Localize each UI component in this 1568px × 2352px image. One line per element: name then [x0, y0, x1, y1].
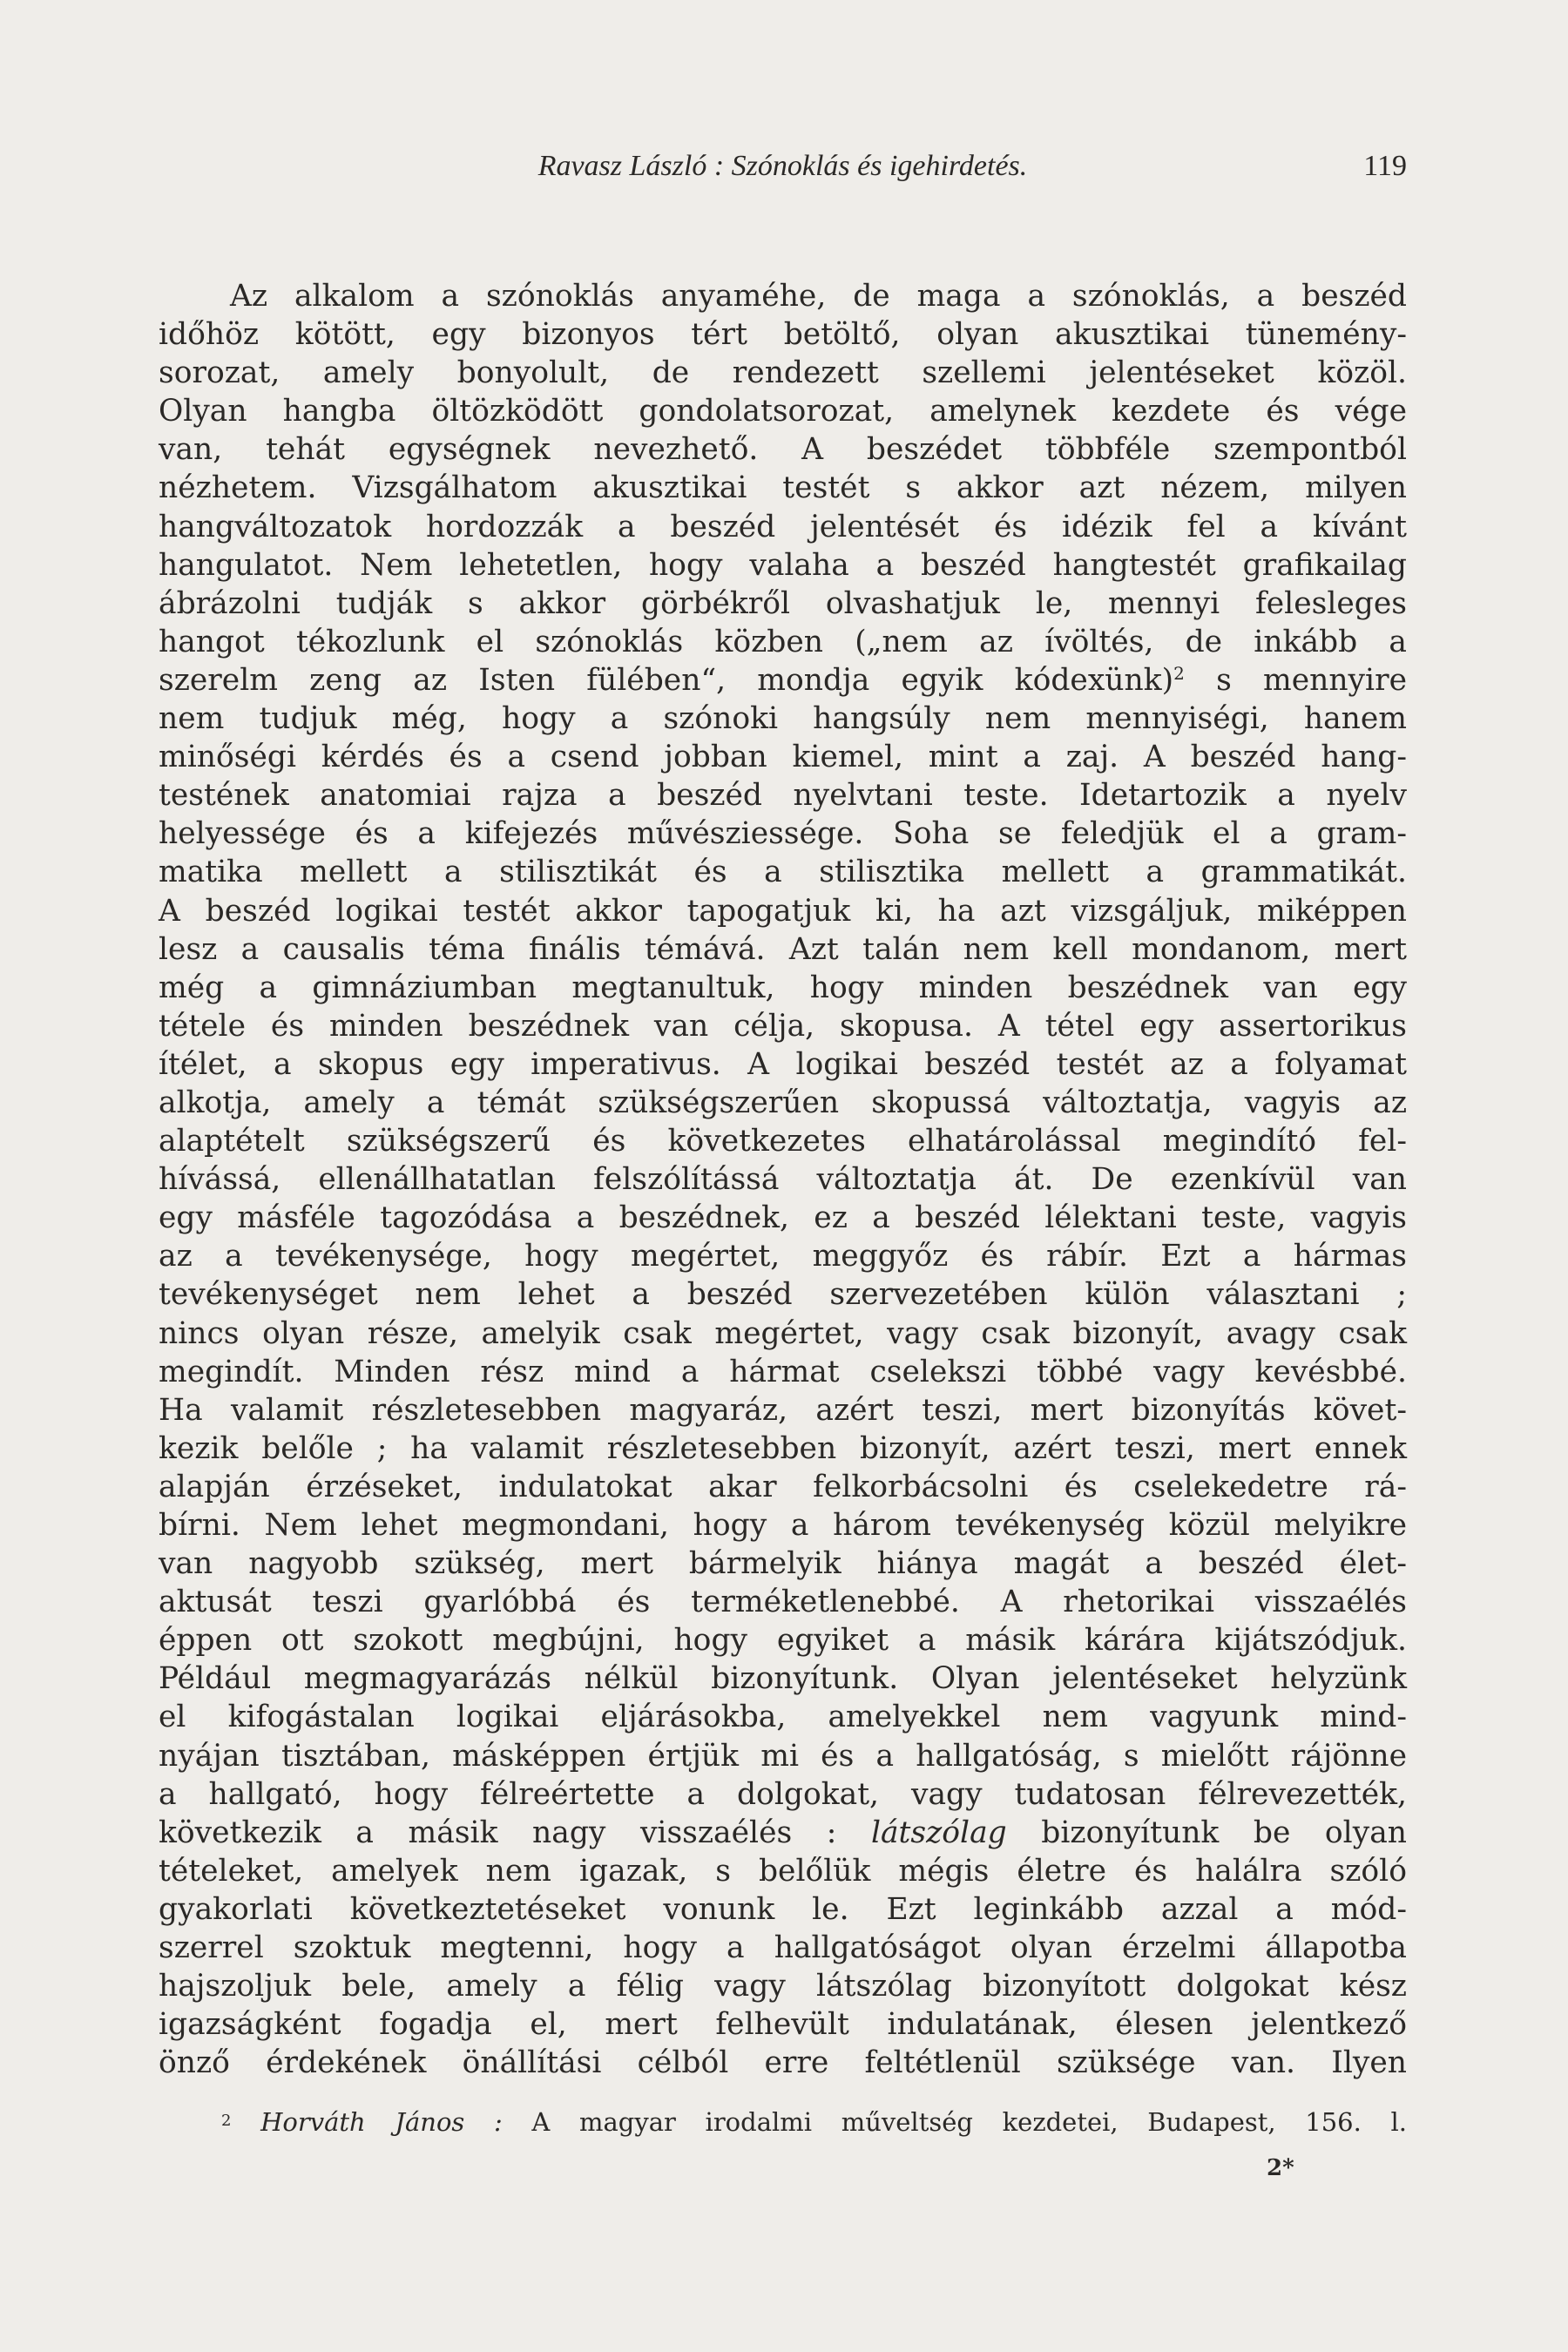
text-line: aktusát teszi gyarlóbbá és terméketlenebbé. A rhetorikai visszaélés [159, 1585, 1407, 1620]
footnote [159, 2105, 1407, 2144]
text-line: tevékenységet nem lehet a beszéd szervezetében külön választani ; [159, 1277, 1407, 1313]
text-line: van nagyobb szükség, mert bármelyik hiánya magát a beszéd élet- [159, 1546, 1407, 1582]
text-line: sorozat, amely bonyolult, de rendezett szellemi jelentéseket közöl. [159, 355, 1407, 391]
text-line: alapján érzéseket, indulatokat akar felkorbácsolni és cselekedetre rá- [159, 1469, 1407, 1504]
text-line-segment: következik a másik nagy visszaélés : [159, 1815, 837, 1850]
text-line: az a tevékenysége, hogy megértet, meggyőz és rábír. Ezt a hármas [159, 1239, 1407, 1274]
footnote-marker: 2 [221, 2112, 232, 2130]
text-line: egy másféle tagozódása a beszédnek, ez a beszéd lélektani teste, vagyis [159, 1200, 1407, 1236]
text-line: Az alkalom a szónoklás anyaméhe, de maga a szónoklás, a beszéd [230, 279, 1407, 314]
text-line: alkotja, amely a témát szükségszerűen skopussá változtatja, vagyis az [159, 1085, 1407, 1120]
text-line: hívássá, ellenállhatatlan felszólítássá változtatja át. De ezenkívül van [159, 1162, 1407, 1198]
text-line: nem tudjuk még, hogy a szónoki hangsúly nem mennyiségi, hanem [159, 701, 1407, 737]
text-line: minőségi kérdés és a csend jobban kiemel, mint a zaj. A beszéd hang- [159, 740, 1407, 775]
text-line: kezik belőle ; ha valamit részletesebben bizonyít, azért teszi, mert ennek [159, 1430, 1407, 1466]
text-line: lesz a causalis téma finális témává. Azt talán nem kell mondanom, mert [159, 931, 1407, 967]
text-line: szerrel szoktuk megtenni, hogy a hallgatóságot olyan érzelmi állapotba [159, 1930, 1407, 1966]
text-line: gyakorlati következtetéseket vonunk le. Ezt leginkább azzal a mód- [159, 1891, 1407, 1927]
text-line [159, 661, 1407, 700]
text-line: önző érdekének önállítási célból erre feltétlenül szüksége van. Ilyen [159, 2045, 1407, 2081]
running-title: Ravasz László : Szónoklás és igehirdetés. [537, 150, 1028, 182]
footnote-text: A magyar irodalmi műveltség kezdetei, Budapest, 156. l. [502, 2107, 1407, 2137]
text-line: hajszoljuk bele, amely a félig vagy látszólag bizonyított dolgokat kész [159, 1969, 1407, 2004]
text-line: helyessége és a kifejezés művésziessége. Soha se feledjük el a gram- [159, 816, 1407, 852]
text-line: nincs olyan része, amelyik csak megértet, vagy csak bizonyít, avagy csak [159, 1315, 1407, 1351]
running-header [159, 150, 1407, 188]
text-line: matika mellett a stilisztikát és a stilisztika mellett a grammatikát. [159, 855, 1407, 890]
text-line: el kifogástalan logikai eljárásokba, amelyekkel nem vagyunk mind- [159, 1700, 1407, 1735]
text-line: ábrázolni tudják s akkor görbékről olvashatjuk le, mennyi felesleges [159, 585, 1407, 621]
text-line: ítélet, a skopus egy imperativus. A logikai beszéd testét az a folyamat [159, 1046, 1407, 1082]
text-line: igazságként fogadja el, mert felhevült indulatának, élesen jelentkező [159, 2007, 1407, 2043]
body-paragraph [159, 277, 1407, 2082]
text-line: Ha valamit részletesebben magyaráz, azért teszi, mert bizonyítás követ- [159, 1392, 1407, 1428]
text-line: bírni. Nem lehet megmondani, hogy a három tevékenység közül melyikre [159, 1508, 1407, 1543]
text-line: hangulatot. Nem lehetetlen, hogy valaha a beszéd hangtestét grafikailag [159, 547, 1407, 583]
footnote-author: Horváth János : [260, 2107, 503, 2137]
text-line: még a gimnáziumban megtanultuk, hogy minden beszédnek van egy [159, 970, 1407, 1005]
text-line: A beszéd logikai testét akkor tapogatjuk ki, ha azt vizsgáljuk, miképpen [159, 893, 1407, 929]
text-line: testének anatomiai rajza a beszéd nyelvtani teste. Idetartozik a nyelv [159, 778, 1407, 814]
footnote-reference: 2 [1173, 662, 1185, 684]
text-line: hangváltozatok hordozzák a beszéd jelentését és idézik fel a kívánt [159, 509, 1407, 544]
text-line [159, 1814, 1407, 1852]
page-number: 119 [1363, 150, 1407, 182]
text-line-segment: s mennyire [1184, 662, 1407, 698]
text-line: időhöz kötött, egy bizonyos tért betöltő, olyan akusztikai tünemény- [159, 317, 1407, 353]
text-line: éppen ott szokott megbújni, hogy egyiket a másik kárára kijátszódjuk. [159, 1623, 1407, 1659]
text-line-segment: bizonyítunk be olyan [1006, 1815, 1407, 1850]
text-line: a hallgató, hogy félreértette a dolgokat, vagy tudatosan félrevezették, [159, 1776, 1407, 1812]
text-line: nyájan tisztában, másképpen értjük mi és a hallgatóság, s mielőtt rájönne [159, 1738, 1407, 1774]
text-line: alaptételt szükségszerű és következetes elhatárolással megindító fel- [159, 1124, 1407, 1159]
text-line: Például megmagyarázás nélkül bizonyítunk. Olyan jelentéseket helyzünk [159, 1661, 1407, 1697]
emphasized-word: látszólag [870, 1815, 1007, 1850]
text-line: hangot tékozlunk el szónoklás közben („nem az ívöltés, de inkább a [159, 624, 1407, 659]
text-line-segment: szerelm zeng az Isten fülében“, mondja egyik kódexünk) [159, 662, 1174, 698]
text-line: nézhetem. Vizsgálhatom akusztikai testét s akkor azt nézem, milyen [159, 470, 1407, 506]
text-line: megindít. Minden rész mind a hármat cselekszi többé vagy kevésbbé. [159, 1354, 1407, 1389]
text-line: tétele és minden beszédnek van célja, skopusa. A tétel egy assertorikus [159, 1008, 1407, 1044]
text-line: tételeket, amelyek nem igazak, s belőlük mégis életre és halálra szóló [159, 1853, 1407, 1889]
signature-mark: 2* [1267, 2155, 1294, 2181]
text-line: van, tehát egységnek nevezhető. A beszédet többféle szempontból [159, 432, 1407, 468]
text-line: Olyan hangba öltözködött gondolatsorozat, amelynek kezdete és vége [159, 394, 1407, 429]
